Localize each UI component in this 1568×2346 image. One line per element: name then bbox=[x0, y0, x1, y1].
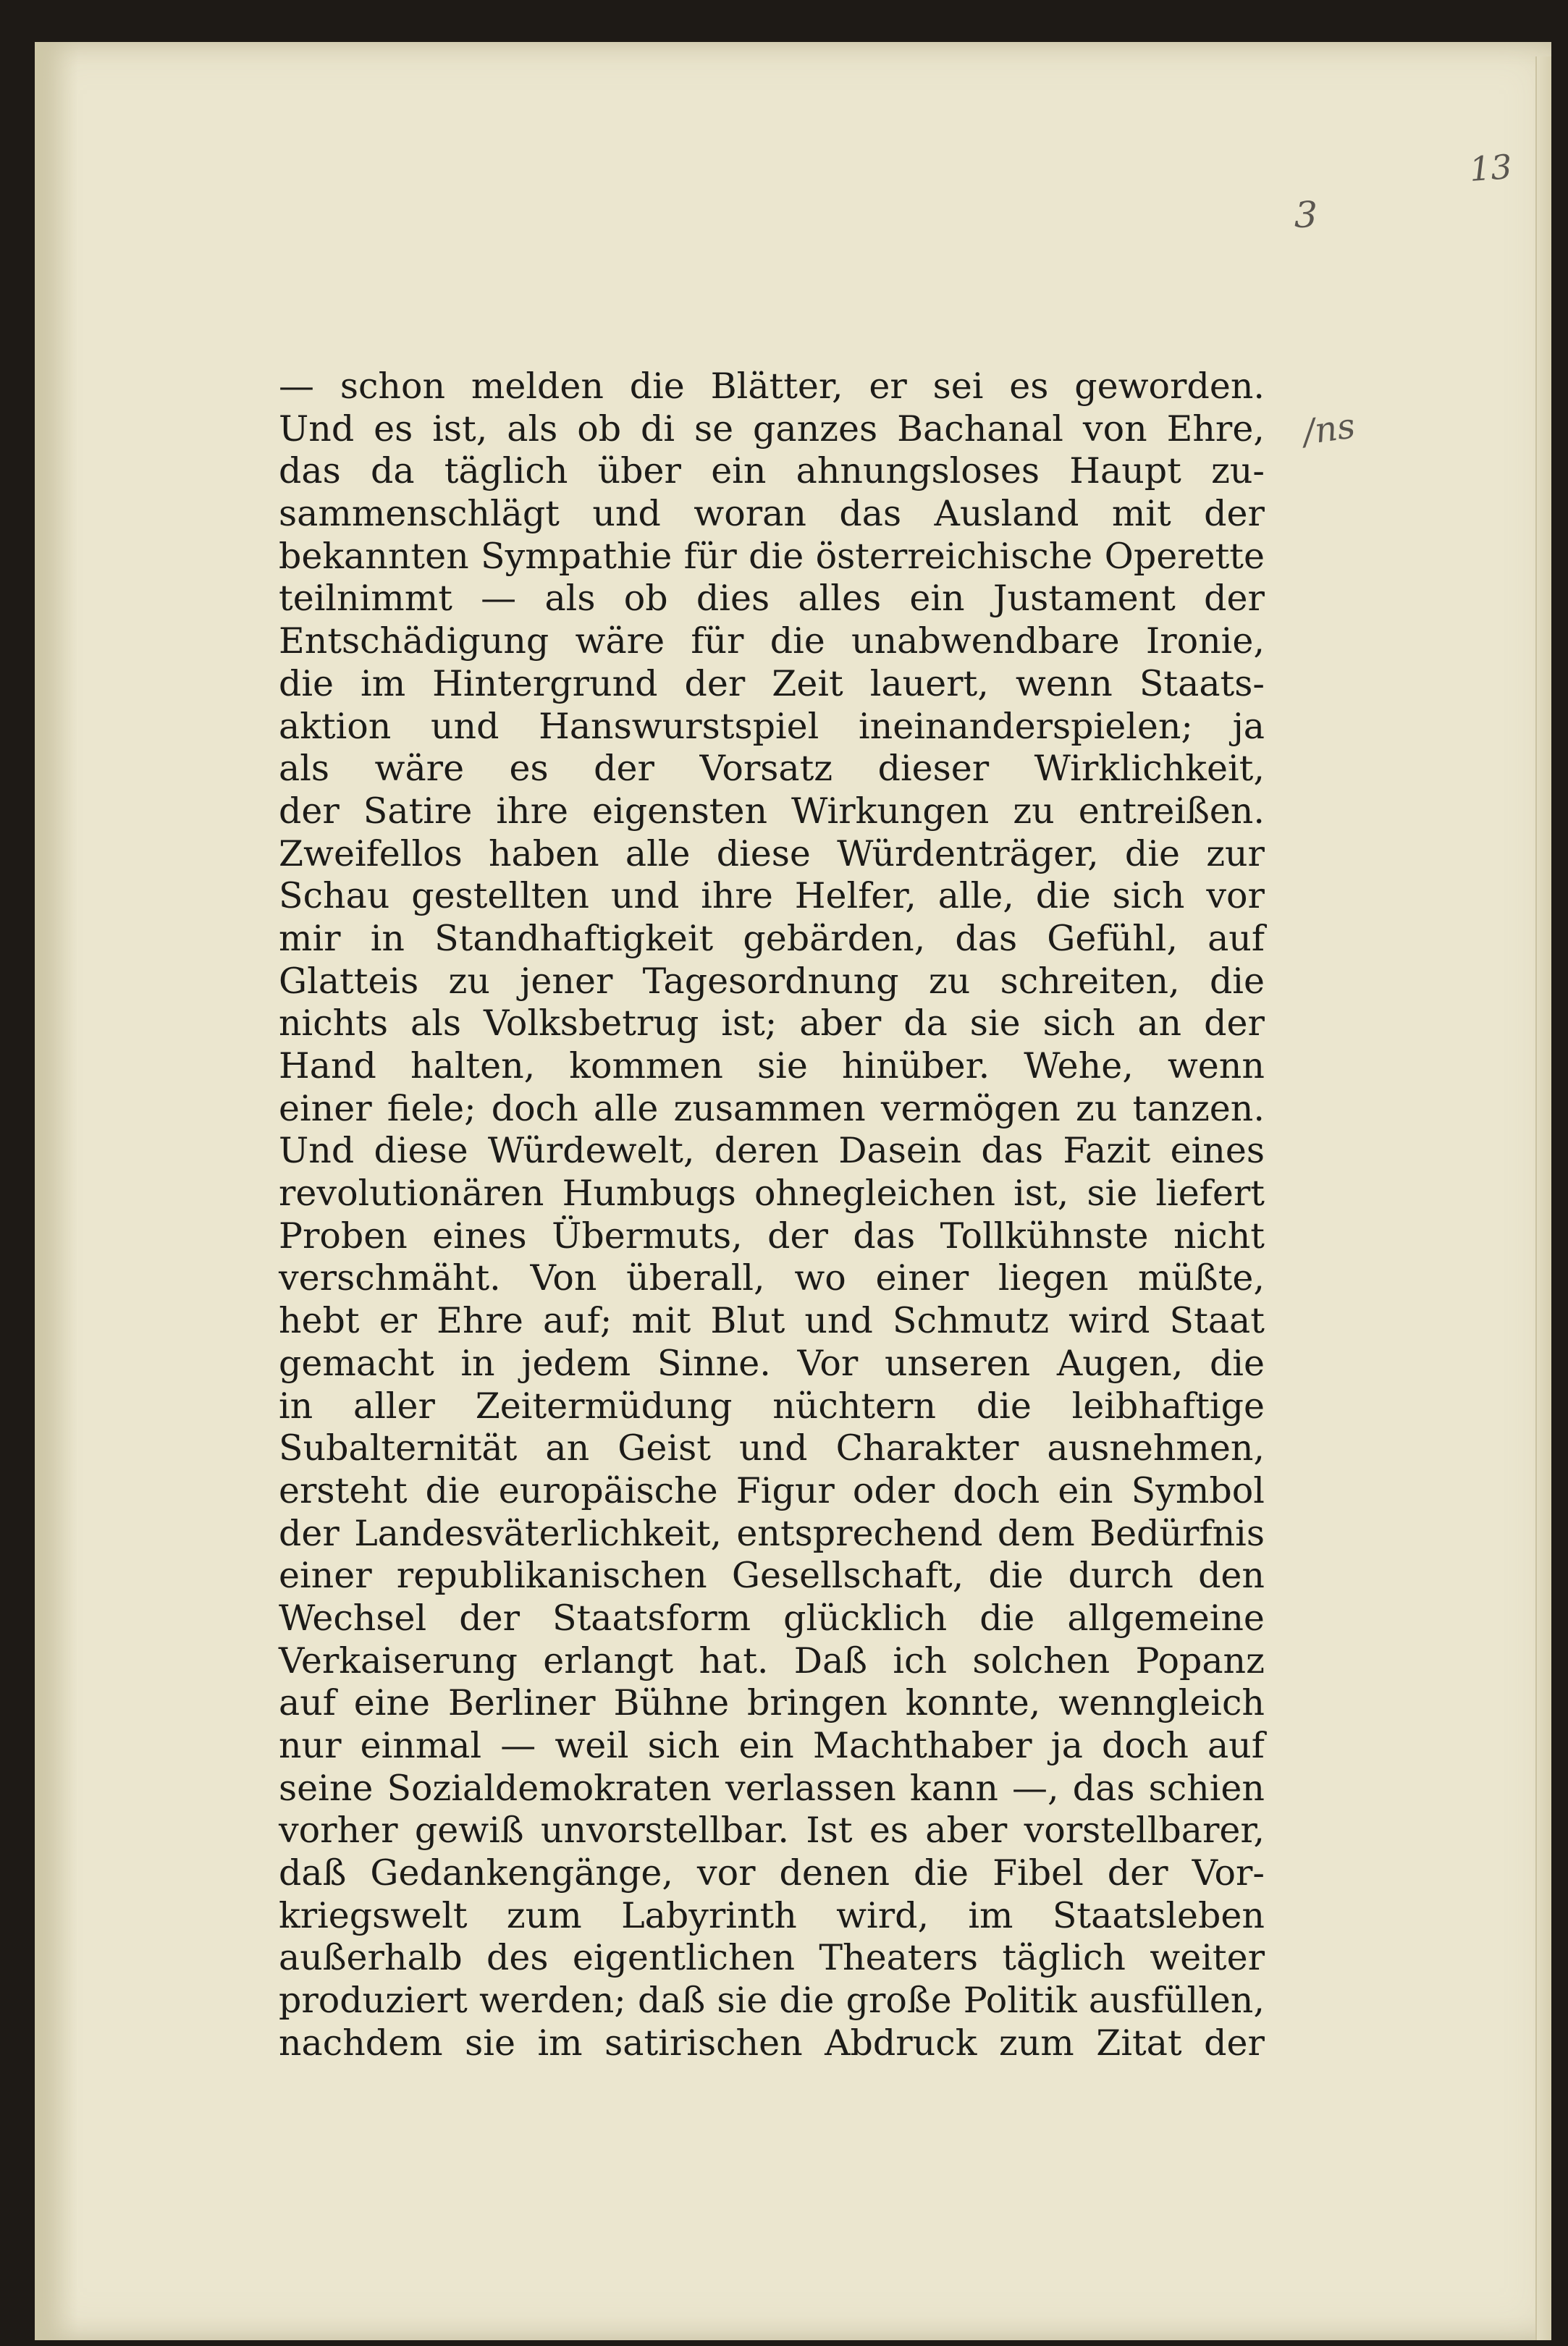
text-line: Und diese Würdewelt, deren Dasein das Fazit eines bbox=[279, 1130, 1265, 1172]
text-line: als wäre es der Vorsatz dieser Wirklichkeit, bbox=[279, 748, 1265, 790]
text-line: der Satire ihre eigensten Wirkungen zu entreißen. bbox=[279, 790, 1265, 832]
text-line: Zweifellos haben alle diese Würdenträger, die zur bbox=[279, 832, 1265, 874]
text-line: nur einmal — weil sich ein Machthaber ja doch auf bbox=[279, 1725, 1265, 1766]
text-line: verschmäht. Von überall, wo einer liegen müßte, bbox=[279, 1257, 1265, 1299]
text-line: Glatteis zu jener Tagesordnung zu schreiten, die bbox=[279, 960, 1265, 1002]
text-line: Proben eines Übermuts, der das Tollkühnste nicht bbox=[279, 1215, 1265, 1257]
text-line: einer fiele; doch alle zusammen vermögen zu tanzen. bbox=[279, 1087, 1265, 1129]
pencil-folio-number: 13 bbox=[1468, 147, 1514, 189]
text-line: Verkaiserung erlangt hat. Daß ich solchen Popanz bbox=[279, 1640, 1265, 1682]
text-line: auf eine Berliner Bühne bringen konnte, wenngleich bbox=[279, 1682, 1265, 1724]
text-line: sammenschlägt und woran das Ausland mit der bbox=[279, 493, 1265, 535]
page-gutter-shadow bbox=[35, 42, 78, 2340]
text-line: kriegswelt zum Labyrinth wird, im Staatsleben bbox=[279, 1894, 1265, 1936]
text-line: Entschädigung wäre für die unabwendbare Ironie, bbox=[279, 620, 1265, 662]
text-line: seine Sozialdemokraten verlassen kann —, das schien bbox=[279, 1767, 1265, 1809]
text-line: ersteht die europäische Figur oder doch ein Symbol bbox=[279, 1469, 1265, 1511]
text-line: Subalternität an Geist und Charakter ausnehmen, bbox=[279, 1427, 1265, 1469]
handwritten-page-number: 3 bbox=[1294, 194, 1318, 236]
page-edge-right bbox=[1535, 56, 1551, 2340]
margin-annotation: /ns bbox=[1300, 405, 1358, 453]
text-line: teilnimmt — als ob dies alles ein Justament der bbox=[279, 578, 1265, 620]
text-line: daß Gedankengänge, vor denen die Fibel der Vor- bbox=[279, 1852, 1265, 1894]
text-line: produziert werden; daß sie die große Politik ausfüllen, bbox=[279, 1980, 1265, 2022]
text-line: Wechsel der Staatsform glücklich die allgemeine bbox=[279, 1597, 1265, 1639]
text-line: der Landesväterlichkeit, entsprechend dem Bedürfnis bbox=[279, 1512, 1265, 1554]
text-line: das da täglich über ein ahnungsloses Haupt zu- bbox=[279, 450, 1265, 492]
text-line: — schon melden die Blätter, er sei es geworden. bbox=[279, 366, 1265, 407]
text-line: aktion und Hanswurstspiel ineinanderspielen; ja bbox=[279, 705, 1265, 747]
text-line: bekannten Sympathie für die österreichische Operette bbox=[279, 535, 1265, 577]
text-line: revolutionären Humbugs ohnegleichen ist, sie liefert bbox=[279, 1173, 1265, 1215]
text-line: die im Hintergrund der Zeit lauert, wenn Staats- bbox=[279, 662, 1265, 704]
text-line: einer republikanischen Gesellschaft, die durch den bbox=[279, 1555, 1265, 1597]
text-line: hebt er Ehre auf; mit Blut und Schmutz wird Staat bbox=[279, 1300, 1265, 1342]
text-line: mir in Standhaftigkeit gebärden, das Gefühl, auf bbox=[279, 917, 1265, 959]
text-line: in aller Zeitermüdung nüchtern die leibhaftige bbox=[279, 1385, 1265, 1427]
text-line: vorher gewiß unvorstellbar. Ist es aber vorstellbarer, bbox=[279, 1810, 1265, 1852]
text-line: Und es ist, als ob di se ganzes Bachanal von Ehre, bbox=[279, 408, 1265, 450]
text-line: außerhalb des eigentlichen Theaters täglich weiter bbox=[279, 1937, 1265, 1979]
text-line: Hand halten, kommen sie hinüber. Wehe, wenn bbox=[279, 1045, 1265, 1086]
text-line: nichts als Volksbetrug ist; aber da sie sich an der bbox=[279, 1003, 1265, 1045]
text-line: Schau gestellten und ihre Helfer, alle, die sich vor bbox=[279, 875, 1265, 917]
body-text bbox=[279, 366, 1265, 2065]
text-line: gemacht in jedem Sinne. Vor unseren Augen, die bbox=[279, 1342, 1265, 1384]
text-line: nachdem sie im satirischen Abdruck zum Zitat der bbox=[279, 2022, 1265, 2064]
